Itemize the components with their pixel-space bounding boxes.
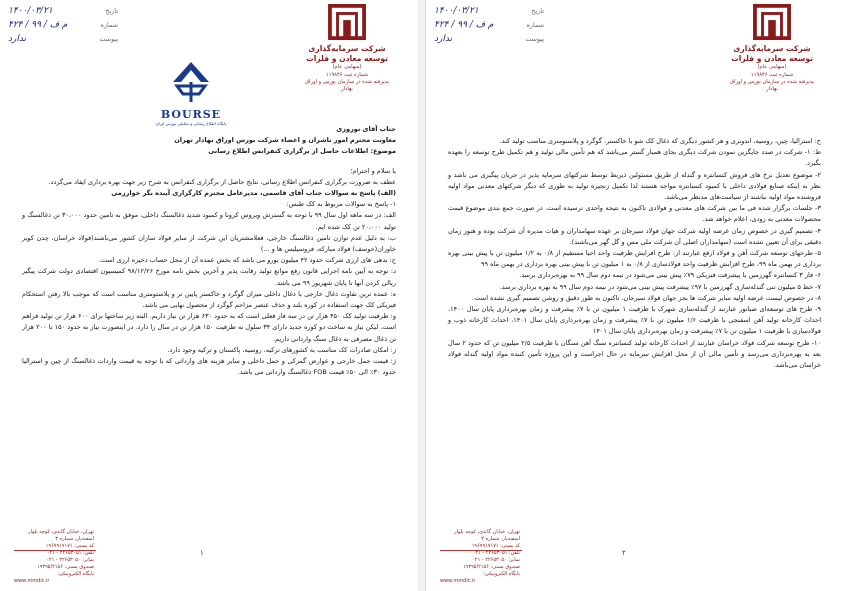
paragraph: و: ظرفیت تولید کک ۴۵۰ هزار تن در سه فاز فعلی است که به حدود ۶۳۰ هزار تن نیاز داریم. البته زیر ساختها برای ۶۰۰ هزار تن تولید فراهم است. لیکن نیاز به ساخت دو کوره جدید دارای ۳۴ سلول به ظرفیت ۱۵۰ هزار تن در سال را دارد. در اینصورت نیاز به حدود ۱۵۰ تا ۲۰۰ هزار تن ذغال مصرفی به ذغال سنگ وارداتی داریم. [22,312,397,343]
footer-postal: کد پستی: ۱۹۶۷۹۱۷۱۷۱ [471,543,520,549]
number-label: شماره [526,21,544,29]
paragraph: ۲- موضوع تعدیل نرخ های فروش کنسانتره و گندله از طریق مسئولین ذیربط توسط شرکتهای سرمایه پذیر در جریان پیگیری می باشد و نظر به اینکه صنایع فولادی داخلی با کمبود کنسانتره مواجه هستند لذا تکمیل زنجیره تولید به طوری که دیگر شرکتهای معدنی مواد اولیه فروشنده مواد اولیه نباشند از سیاست‌های مدنظر می‌باشد. [448,170,821,202]
bourse-word: BOURSE [160,108,222,121]
paragraph: ه: عمده ترین تفاوت ذغال خارجی با ذغال داخلی میزان گوگرد و خاکستر پایین تر و پلاستومتری مناسب است که موجب بالا رفتن استحکام فیزیکی کک جهت استفاده در کوره بلند و حذف عنصر مزاحم گوگرد از محصول نهایی می باشد. [22,289,396,310]
intro-paragraph: عطف به ضرورت برگزاری کنفرانس اطلاع رسانی، نتایج حاصل از برگزاری کنفرانس به شرح زیر جهت بهره برداری ایفاد می‌گردد. [48,177,396,186]
paragraph: ۷- خط ۵ میلیون تنی گندله‌سازی گهرزمین با ۹۷٪ پیشرفت پیش بینی می‌شود در نیمه دوم سال ۹۹ به بهره برداری برسد. [499,282,821,291]
paragraph: ژ: قیمت حمل خارجی و عوارض گمرکی و حمل داخلی و سایر هزینه های وارداتی که با توجه به قیمت واردات ذغالسنگ از چین و استرالیا حدود ۳۰٪ الی ۵۰٪ قیمت FOB ذغالسنگ وارداتی می باشد. [22,357,396,377]
company-logo-icon [328,4,366,40]
footer-address: تهران، خیابان گاندی، کوچه بلوار اسفندیار، شماره ۳ [28,529,94,542]
paragraph: ۸- در خصوص لیست عرضه اولیه سایر شرکت ها بجز جهان فولاد سیرجان، تاکنون به طور دقیق و روشن تصمیم گیری نشده است. [472,293,821,302]
listed-note: پذیرفته شده در سازمان بورس و اوراق بهادار [305,79,389,92]
paragraph: ۱۰- طرح توسعه شرکت فولاد خراسان عبارتند از احداث کارخانه تولید کنسانتره سنگ آهن سنگان با ظرفیت ۲/۵ میلیون تن که حدود ۲ سال بعد به بهره‌برداری می‌رسد و تأمین مالی آن از محل افزایش سرمایه در حال اجراست و این پروژه تأمین کننده مواد اولیه گندله فولاد خراسان می‌باشد. [448,338,821,370]
paragraph: ح: استرالیا، چین، روسیه، اندونزی و هر کشور دیگری که ذغال کک شو با خاکستر، گوگرد و پلاستومتری مناسب تولید کند. [499,137,821,145]
letter-page-1 [0,0,418,591]
greeting: با سلام و احترام؛ [350,166,396,175]
footer-website: www.mmdic.ir [440,578,476,584]
number-label: شماره [100,21,118,29]
footer-web-label: پایگاه الکترونیکی: [483,571,520,577]
footer-web-label: پایگاه الکترونیکی: [57,571,94,577]
paragraph: ط: ۱- شرکت در صدد جایگزین نمودن شرکت دیگری بجای همیار گستر می‌باشد که هم تأمین مالی تولید و هم تکمیل طرح توسعه را بعهده بگیرد. [448,148,821,168]
paragraph: ۴- تصمیم گیری در خصوص زمان عرضه اولیه شرکت جهان فولاد سیرجان بر عهده سهامداران و هیات مدیره آن شرکت بوده و هنوز زمان دقیقی برای آن تعیین نشده است (سهامداران اصلی آن شرکت ملی مس و گل گهر می‌باشند). [448,226,821,246]
recipient-name: جناب آقای نوروزی [336,125,396,133]
company-logo-icon [753,4,791,40]
paragraph: ۶- فاز ۳ کنسانتره گهرزمین با پیشرفت فیزیکی ۷۹٪ پیش بینی می‌شود در نیمه دوم سال ۹۹ به بهره‌برداری برسد. [519,271,821,280]
letter-page-2 [426,0,843,591]
page-gap [418,0,426,591]
attachment-label: پیوست [525,35,544,43]
section-heading: (الف) پاسخ به سوالات جناب آقای قاسمی، مدیرعامل محترم کارگزاری آینده نگر خوارزمی [111,189,396,198]
date-label: تاریخ [531,7,544,15]
letter-subject: موضوع: اطلاعات حاصل از برگزاری کنفرانس اطلاع رسانی [208,147,396,156]
company-type: (سهامی عام) [332,64,362,70]
recipient-title: معاونت محترم امور ناشران و اعضاء شرکت بورس اوراق بهادار تهران [174,136,396,145]
paragraph: الف: در سه ماهه اول سال ۹۹ با توجه به گسترش ویروس کرونا و کمبود شدید ذغالسنگ داخلی، موفق به تامین حدود ۳۰،۰۰۰ تن ذغالسنگ و تولید ۲۰،۰۰۰ تن کک شده ایم. [22,211,396,231]
company-registration: شماره ثبت ۱۱۹۸۴۶ [325,72,369,78]
footer-pobox: صندوق پستی: ۱۹۳۹۵/۲۱۵۶ [463,564,520,570]
letter-footer [440,529,520,585]
letter-footer [14,529,94,585]
paragraph: ۹- طرح های توسعه‌ای صبانور عبارتند از گندله‌سازی شهرک با ظرفیت ۱ میلیون تن با ۷٪ پیشرفت و زمان بهره‌برداری پایان سال ۱۴۰۰، احداث کارخانه تولید آهن اسفنجی با ظرفیت ۱/۶ میلیون تن با ۷٪ پیشرفت و زمان بهره‌برداری پایان سال ۱۴۰۱، احداث کارخانه ذوب و فولادسازی با ظرفیت ۱ میلیون تن با ۷٪ پیشرفت و زمان بهره‌برداری پایان سال ۱۴۰۱ [448,305,821,336]
letter-meta [434,6,544,48]
bourse-tagline: پایگاه اطلاع رسانی و تحلیلی بورس ایران [155,121,227,126]
paragraph: ب: به دلیل عدم توازن تامین ذغالسنگ خارجی، فعلامشتریان این شرکت از سایر فولاد سازان کشور می‌باشند(فولاد خراسان، چدن کویر خاوران(خوسف) فولاد مبارکه، فروسیلیس ها و ...) [22,233,396,254]
attachment-value: ندارد [8,34,27,44]
answer-intro: ۱- پاسخ به سوالات مربوط به کک طبس: [286,200,396,209]
letter-meta [8,6,118,48]
attachment-label: پیوست [99,35,118,43]
date-value: ۱۴۰۰/۰۳/۲۱ [434,6,479,16]
footer-website: www.mmdic.ir [14,578,50,584]
company-letterhead [729,4,815,93]
date-label: تاریخ [105,7,118,15]
footer-phone: تلفن: ۲۲۶۵۳۰۵۱ - ۰۲۱ [472,550,520,556]
listed-note: پذیرفته شده در سازمان بورس و اوراق بهادار [730,79,814,92]
footer-phone: تلفن: ۲۲۶۵۳۰۵۱ - ۰۲۱ [46,550,94,556]
paragraph: ۵- طرحهای توسعه شرکت آهن و فولاد ارفع عبارتند از: طرح افزایش ظرفیت واحد احیا مستقیم از ۰/۸ به ۱/۲ میلیون تن با پیش بینی بهره برداری در بهمن ماه ۹۹، طرح افزایش ظرفیت واحد فولادسازی از ۰/۸ به ۱ میلیون تن با پیش بینی بهره برداری در بهمن ماه ۹۹ [448,249,821,269]
number-value: ۴۲۴ / م ف / ۹۹ [434,20,494,30]
paragraph: ۳- جلسات برگزار شده فی ما بین شرکت های معدنی و فولادی تاکنون به نتیجه واحدی نرسیده است. در صورت جمع بندی موضوع قیمت محصولات معدنی به زودی، اعلام خواهد شد. [448,204,821,224]
company-type: (سهامی عام) [757,64,787,70]
paragraph: ز: امکان صادرات کک مناسب به کشورهای ترکیه، روسیه، پاکستان و ترکیه وجود دارد. [167,345,396,354]
page-number: ۲ [622,549,626,557]
bourse-logo [150,60,232,127]
footer-postal: کد پستی: ۱۹۶۷۹۱۷۱۷۱ [45,543,94,549]
footer-fax: نمابر: ۲۲۶۵۳۰۵۰ - ۰۲۱ [472,557,520,563]
footer-address: تهران، خیابان گاندی، کوچه بلوار اسفندیار، شماره ۳ [454,529,520,542]
bourse-mark-icon [165,60,217,104]
letter-body [448,136,821,371]
number-value: ۴۲۴ / م ف / ۹۹ [8,20,68,30]
footer-fax: نمابر: ۲۲۶۵۳۰۵۰ - ۰۲۱ [46,557,94,563]
footer-pobox: صندوق پستی: ۱۹۳۹۵/۲۱۵۶ [37,564,94,570]
date-value: ۱۴۰۰/۰۳/۲۱ [8,6,53,16]
paragraph: د: توجه به آیین نامه اجرایی قانون رفع موانع تولید رقابت پذیر و آخرین بخش نامه مورخ ۹۸/۱۲/۲۶ کمیسیون اقتصادی دولت شرکت پیگیر ریالی کردن آنها تا پایان شهریور ۹۹ می باشد. [22,267,396,287]
company-registration: شماره ثبت ۱۱۹۸۴۶ [750,72,794,78]
company-name: شرکت سرمایه‌گذاری توسعه معادن و فلزات [731,44,813,63]
page-number: ۱ [200,549,204,557]
letter-body [22,124,396,378]
paragraph: ج: بدهی های ارزی شرکت حدود ۴۲ میلیون یورو می باشد که بخش عمده آن از محل حساب ذخیره ارزی است. [98,256,396,265]
attachment-value: ندارد [434,34,453,44]
company-name: شرکت سرمایه‌گذاری توسعه معادن و فلزات [306,44,388,63]
company-letterhead [304,4,390,93]
